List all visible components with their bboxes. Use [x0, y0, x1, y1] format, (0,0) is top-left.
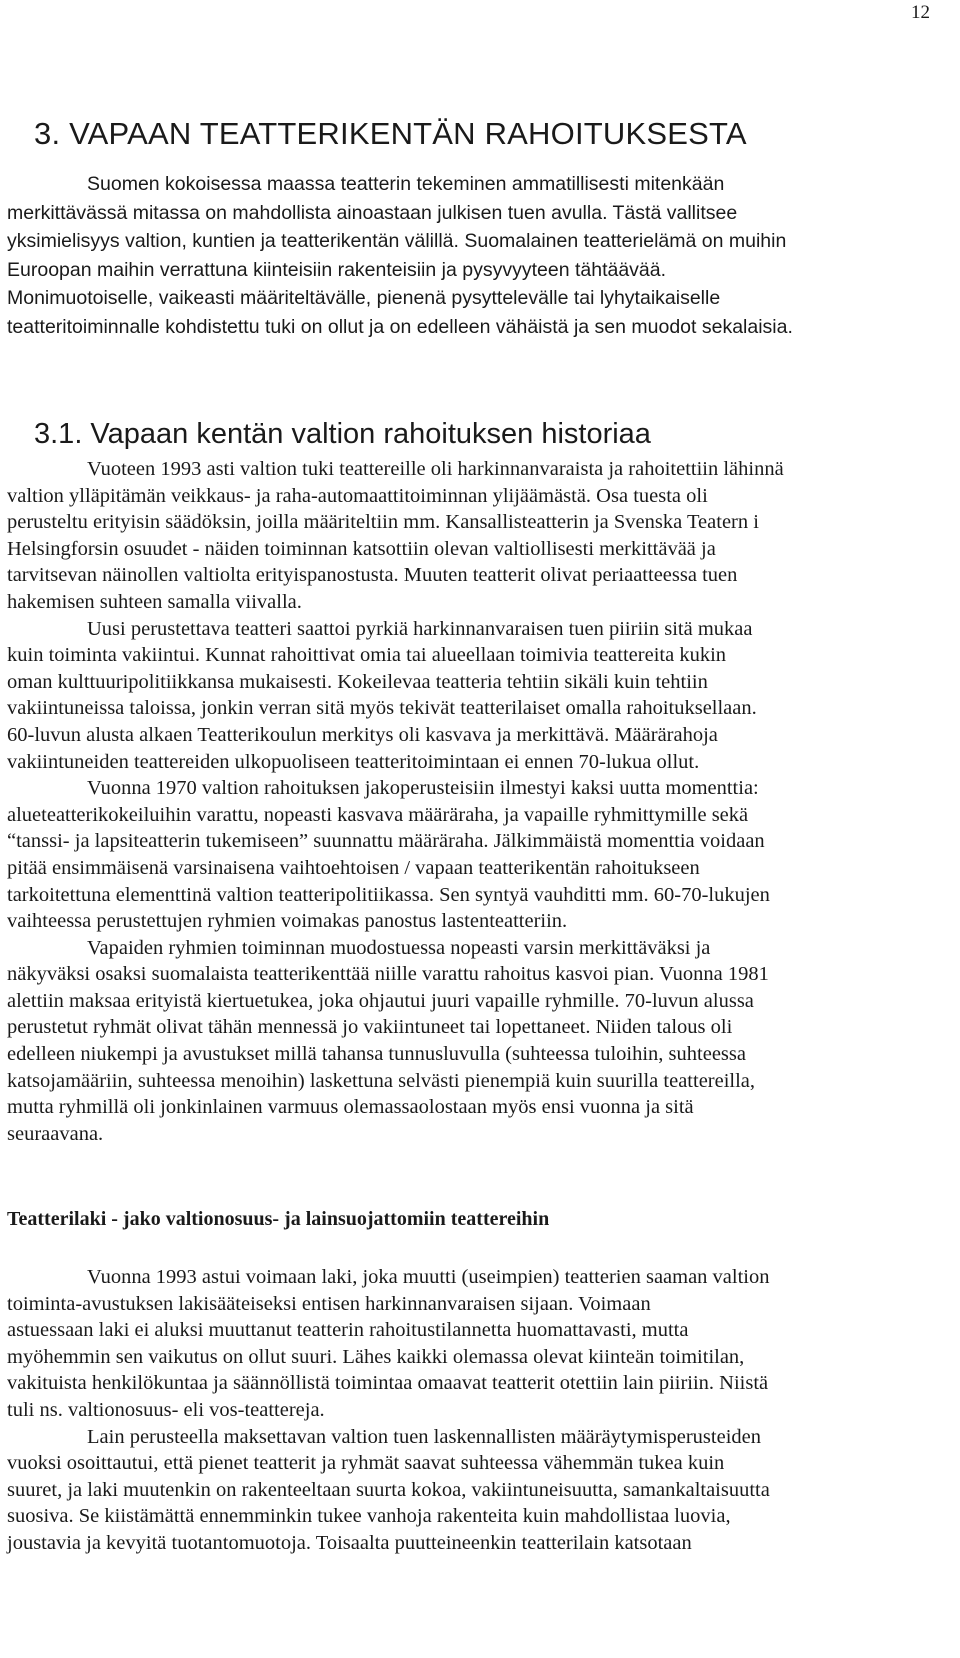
paragraph — [7, 775, 937, 935]
paragraph — [7, 616, 937, 776]
text-line: mutta ryhmillä oli jonkinlainen varmuus olemassaolostaan myös ensi vuonna ja sitä — [7, 1096, 694, 1119]
text-line: Vuonna 1993 astui voimaan laki, joka muutti (useimpien) teatterien saaman valtion — [87, 1266, 770, 1288]
text-line: hakemisen suhteen samalla viivalla. — [7, 590, 302, 613]
text-line: vakiintuneissa taloissa, jonkin verran sitä myös tekivät teatterilaiset omalla rahoituksellaan. — [7, 697, 757, 720]
text-line: pitää ensimmäisenä varsinaisena vaihtoehtoisen / vapaan teatterikentän rahoitukseen — [7, 856, 700, 879]
intro-paragraph — [7, 170, 937, 341]
text-line: katsojamääriin, suhteessa menoihin) laskettuna selvästi pienempiä kuin suurilla teattereilla, — [7, 1069, 756, 1092]
text-line: vuoksi osoittautui, että pienet teatterit ja ryhmät saavat suhteessa vähemmän tukea kuin — [7, 1452, 725, 1475]
text-line: “tanssi- ja lapsiteatterin tukemiseen” suunnattu määräraha. Jälkimmäistä momenttia voidaan — [7, 830, 765, 853]
text-line: suosiva. Se kiistämättä ennemminkin tukee vanhoja rakenteita kuin mahdollistaa luovia, — [7, 1505, 731, 1528]
text-line: tarvitsevan näinollen valtiolta erityispanostusta. Muuten teatterit olivat periaatteessa tuen — [7, 564, 738, 587]
paragraph — [7, 935, 937, 1148]
text-line: suuret, ja laki muutenkin on rakenteeltaan suurta kokoa, vakiintuneisuutta, samankaltaisuutta — [7, 1478, 770, 1501]
text-line: tuli ns. valtionosuus- eli vos-teattereja. — [7, 1398, 325, 1421]
paragraph — [7, 456, 937, 616]
subsection-heading: 3.1. Vapaan kentän valtion rahoituksen historiaa — [34, 418, 651, 450]
text-line: merkittävässä mitassa on mahdollista ainoastaan julkisen tuen avulla. Tästä vallitsee — [7, 201, 738, 224]
text-line: Vapaiden ryhmien toiminnan muodostuessa nopeasti varsin merkittäväksi ja — [87, 936, 711, 959]
text-line: myöhemmin sen vaikutus on ollut suuri. Lähes kaikki olemassa olevat kiinteän toimitilan, — [7, 1345, 745, 1368]
text-line: edelleen niukempi ja avustukset millä tahansa tunnusluvulla (suhteessa tuloihin, suhteessa — [7, 1043, 746, 1066]
text-line: 60-luvun alusta alkaen Teatterikoulun merkitys oli kasvava ja merkittävä. Määrärahoja — [7, 723, 718, 746]
text-line: alettiin maksaa erityistä kiertuetukea, joka ohjautui juuri vapaille ryhmille. 70-luvun alussa — [7, 989, 754, 1012]
text-line: Vuonna 1970 valtion rahoituksen jakoperusteisiin ilmestyi kaksi uutta momenttia: — [87, 777, 759, 800]
text-line: alueteatterikokeiluihin varattu, nopeasti kasvava määräraha, ja vapaille ryhmittymille sekä — [7, 803, 749, 826]
subsection-body — [7, 456, 937, 1147]
page-number: 12 — [911, 2, 930, 23]
text-line: yksimielisyys valtion, kuntien ja teatterikentän välillä. Suomalainen teatterielämä on muihin — [7, 230, 787, 252]
subsubsection-heading: Teatterilaki - jako valtionosuus- ja lainsuojattomiin teattereihin — [7, 1208, 550, 1230]
text-line: Uusi perustettava teatteri saattoi pyrkiä harkinnanvaraisen tuen piiriin sitä mukaa — [87, 617, 753, 640]
text-line: oman kulttuuripolitiikkansa mukaisesti. Kokeilevaa teatteria tehtiin sikäli kuin tehtiin — [7, 670, 708, 693]
text-line: Euroopan maihin verrattuna kiinteisiin rakenteisiin ja pysyvyyteen tähtäävää. — [7, 258, 667, 281]
text-line: Monimuotoiselle, vaikeasti määriteltävälle, pienenä pysyttelevälle tai lyhytaikaiselle — [7, 287, 721, 309]
text-line: tarkoitettuna elementtinä valtion teatteripolitiikassa. Sen syntyä vauhditti mm. 60-70-lukujen — [7, 883, 770, 906]
text-line: Suomen kokoisessa maassa teatterin tekeminen ammatillisesti mitenkään — [87, 173, 725, 195]
text-line: toiminta-avustuksen lakisääteiseksi entisen harkinnanvaraisen sijaan. Voimaan — [7, 1292, 651, 1315]
text-line: Helsingforsin osuudet - näiden toiminnan katsottiin olevan valtiollisesti merkittävää ja — [7, 537, 716, 560]
text-line: perustetut ryhmät olivat tähän mennessä jo vakiintuneet tai lopettaneet. Niiden talous oli — [7, 1016, 733, 1039]
text-line: vakituista henkilökuntaa ja säännöllistä toimintaa omaavat teatterit otettiin lain piiriin. Niistä — [7, 1372, 769, 1395]
subsubsection-body — [7, 1264, 937, 1557]
text-line: Vuoteen 1993 asti valtion tuki teattereille oli harkinnanvaraista ja rahoitettiin lähinnä — [87, 458, 784, 480]
text-line: astuessaan laki ei aluksi muuttanut teatterin rahoitustilannetta huomattavasti, mutta — [7, 1319, 689, 1342]
text-line: Lain perusteella maksettavan valtion tuen laskennallisten määräytymisperusteiden — [87, 1425, 761, 1448]
text-line: seuraavana. — [7, 1122, 104, 1145]
text-line: teatteritoiminnalle kohdistettu tuki on ollut ja on edelleen vähäistä ja sen muodot sekalaisia. — [7, 315, 793, 338]
text-line: näkyväksi osaksi suomalaista teatterikenttää niille varattu rahoitus kasvoi pian. Vuonna 1981 — [7, 963, 769, 986]
text-line: joustavia ja kevyitä tuotantomuotoja. Toisaalta puutteineenkin teatterilain katsotaan — [7, 1531, 692, 1554]
text-line: vakiintuneiden teattereiden ulkopuoliseen teatteritoimintaan ei ennen 70-lukua ollut. — [7, 750, 700, 773]
text-line: perusteltu erityisin säädöksin, joilla määriteltiin mm. Kansallisteatterin ja Svenska Teatern i — [7, 511, 759, 534]
text-line: valtion ylläpitämän veikkaus- ja raha-automaattitoiminnan ylijäämästä. Osa tuesta oli — [7, 484, 708, 507]
section-heading: 3. VAPAAN TEATTERIKENTÄN RAHOITUKSESTA — [34, 116, 747, 151]
text-line: vaihteessa perustettujen ryhmien voimakas panostus lastenteatteriin. — [7, 910, 568, 933]
paragraph — [7, 1264, 937, 1424]
paragraph — [7, 1424, 937, 1557]
text-line: kuin toiminta vakiintui. Kunnat rahoittivat omia tai alueellaan toimivia teattereita kukin — [7, 644, 727, 667]
